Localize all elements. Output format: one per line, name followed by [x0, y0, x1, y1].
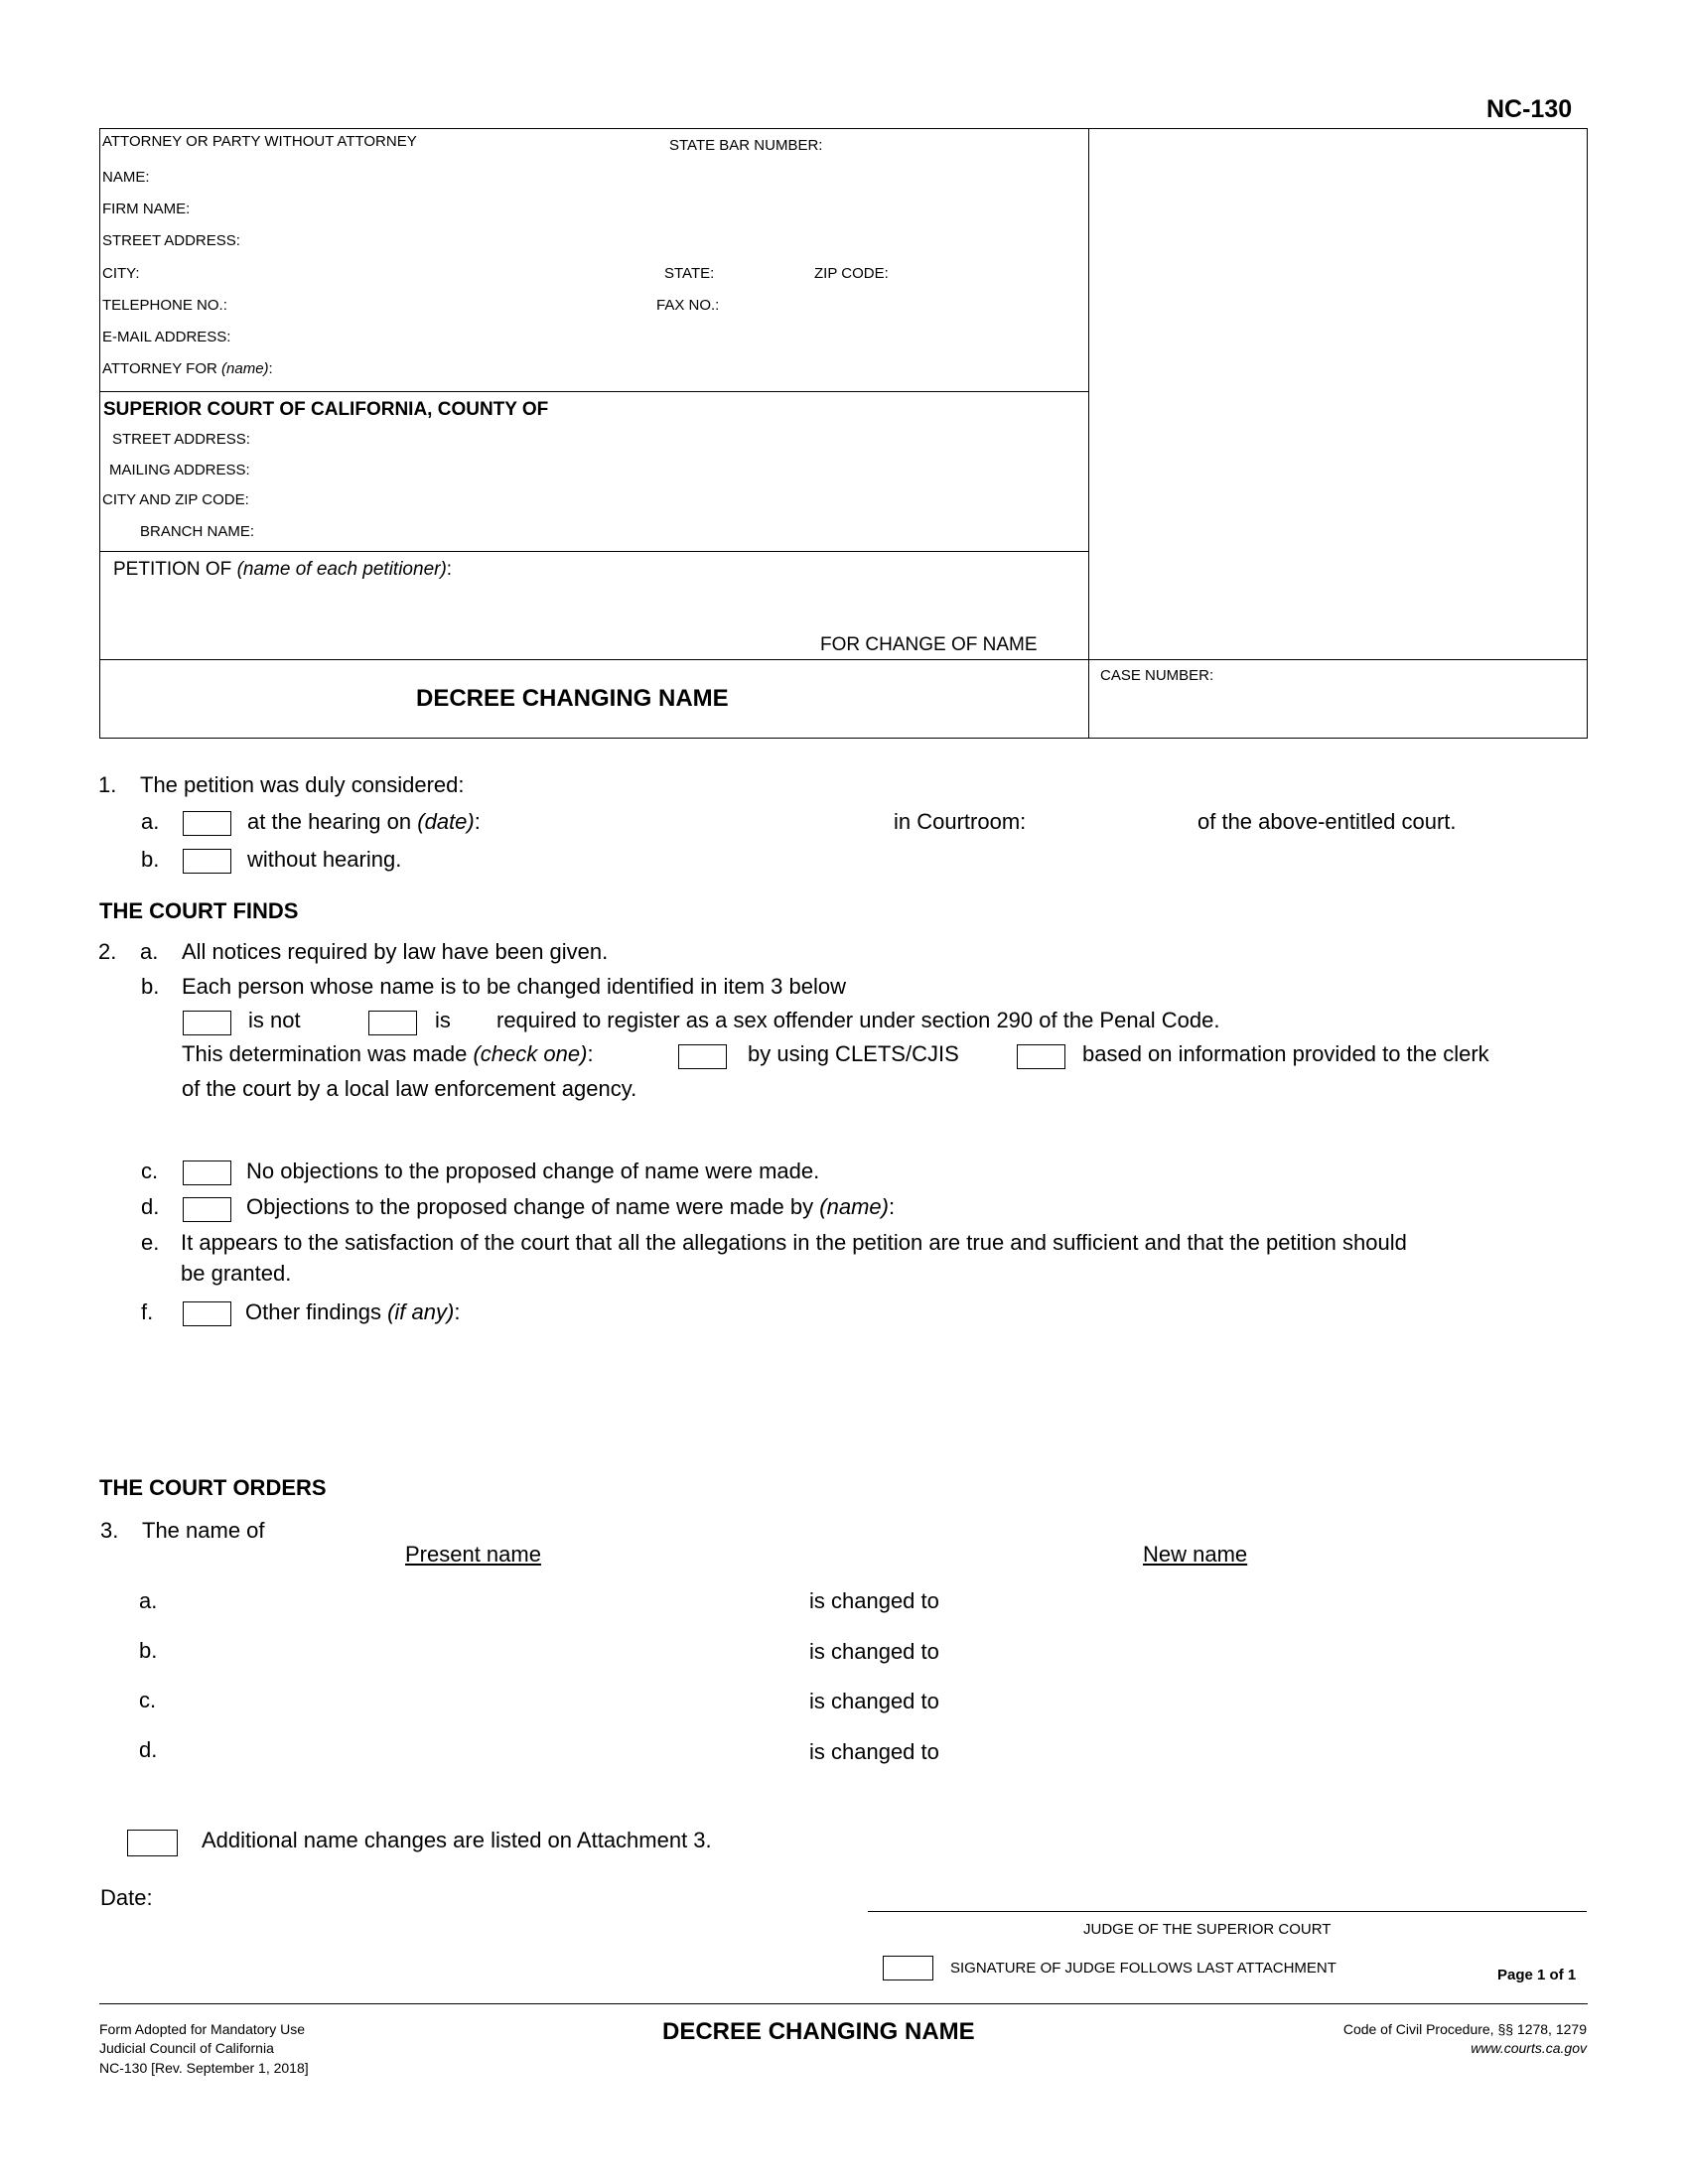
- footer-adopted: Form Adopted for Mandatory Use: [99, 2021, 305, 2037]
- state-bar-label: STATE BAR NUMBER:: [669, 137, 823, 154]
- local-agency-text: of the court by a local law enforcement agency.: [182, 1076, 637, 1101]
- item-2e-letter: e.: [141, 1230, 160, 1255]
- item-2e-text: It appears to the satisfaction of the court that all the allegations in the petition are true and sufficient and that the petition should: [181, 1230, 1407, 1255]
- name-label: NAME:: [102, 169, 150, 186]
- item-1b-text: without hearing.: [247, 847, 402, 872]
- is-not-checkbox[interactable]: [183, 1011, 231, 1035]
- email-label: E-MAIL ADDRESS:: [102, 329, 231, 345]
- caption-right-border: [1587, 128, 1588, 738]
- state-label: STATE:: [664, 265, 715, 282]
- clets-label: by using CLETS/CJIS: [748, 1041, 959, 1066]
- without-hearing-checkbox[interactable]: [183, 849, 231, 874]
- page-number: Page 1 of 1: [1497, 1967, 1577, 1983]
- above-entitled-court-text: of the above-entitled court.: [1197, 809, 1457, 834]
- footer-title: DECREE CHANGING NAME: [662, 2018, 975, 2045]
- court-city-zip-label: CITY AND ZIP CODE:: [102, 491, 249, 508]
- item-2f-letter: f.: [141, 1299, 154, 1324]
- caption-top-border: [99, 128, 1588, 129]
- footer-revision: NC-130 [Rev. September 1, 2018]: [99, 2060, 309, 2076]
- caption-middle-border: [1088, 128, 1089, 738]
- item-1-text: The petition was duly considered:: [140, 772, 465, 797]
- fax-label: FAX NO.:: [656, 297, 720, 314]
- item-2d-text: Objections to the proposed change of name were made by (name):: [246, 1194, 896, 1219]
- signature-follows-label: SIGNATURE OF JUDGE FOLLOWS LAST ATTACHMENT: [950, 1960, 1336, 1977]
- item-3-text: The name of: [142, 1518, 265, 1543]
- date-label: Date:: [100, 1885, 153, 1910]
- name-row-a-changed: is changed to: [809, 1588, 939, 1613]
- item-2a-letter: a.: [140, 939, 159, 964]
- caption-bottom-border: [99, 738, 1588, 739]
- item-2-number: 2.: [98, 939, 117, 964]
- other-findings-checkbox[interactable]: [183, 1301, 231, 1326]
- item-2f-text: Other findings (if any):: [245, 1299, 461, 1324]
- name-row-a-letter: a.: [139, 1588, 158, 1613]
- street-address-label: STREET ADDRESS:: [102, 232, 240, 249]
- form-number: NC-130: [1486, 95, 1573, 123]
- item-2a-text: All notices required by law have been given.: [182, 939, 609, 964]
- court-orders-heading: THE COURT ORDERS: [99, 1475, 327, 1500]
- court-petition-divider: [99, 551, 1089, 552]
- additional-names-text: Additional name changes are listed on Attachment 3.: [202, 1828, 712, 1852]
- footer-council: Judicial Council of California: [99, 2040, 274, 2056]
- signature-follows-checkbox[interactable]: [883, 1956, 933, 1980]
- is-checkbox[interactable]: [368, 1011, 417, 1035]
- clets-checkbox[interactable]: [678, 1044, 727, 1069]
- firm-name-label: FIRM NAME:: [102, 201, 191, 217]
- no-objections-checkbox[interactable]: [183, 1160, 231, 1185]
- judge-signature-line: [868, 1911, 1587, 1912]
- determination-text: This determination was made (check one):: [182, 1041, 594, 1066]
- for-change-of-name: FOR CHANGE OF NAME: [820, 634, 1038, 655]
- item-1a-letter: a.: [141, 809, 160, 834]
- title-row-top-border: [99, 659, 1588, 660]
- item-1a-text: at the hearing on (date):: [247, 809, 481, 834]
- item-2e-text-continued: be granted.: [181, 1261, 292, 1286]
- footer-code: Code of Civil Procedure, §§ 1278, 1279: [1342, 2021, 1587, 2037]
- attorney-for-label: ATTORNEY FOR (name):: [102, 360, 273, 377]
- present-name-header: Present name: [405, 1542, 541, 1567]
- telephone-label: TELEPHONE NO.:: [102, 297, 227, 314]
- court-branch-label: BRANCH NAME:: [140, 523, 255, 540]
- item-2b-letter: b.: [141, 974, 160, 999]
- item-2b-text: Each person whose name is to be changed identified in item 3 below: [182, 974, 846, 999]
- courtroom-label: in Courtroom:: [894, 809, 1027, 834]
- attorney-court-divider: [99, 391, 1089, 392]
- item-1b-letter: b.: [141, 847, 160, 872]
- case-number-label: CASE NUMBER:: [1100, 667, 1214, 684]
- document-title: DECREE CHANGING NAME: [416, 685, 729, 712]
- law-enforcement-checkbox[interactable]: [1017, 1044, 1065, 1069]
- name-row-b-letter: b.: [139, 1638, 158, 1663]
- court-title: SUPERIOR COURT OF CALIFORNIA, COUNTY OF: [103, 399, 549, 420]
- sex-offender-text: required to register as a sex offender under section 290 of the Penal Code.: [496, 1008, 1220, 1032]
- name-row-d-letter: d.: [139, 1737, 158, 1762]
- based-on-label: based on information provided to the clerk: [1082, 1041, 1489, 1066]
- item-2d-letter: d.: [141, 1194, 160, 1219]
- court-mailing-label: MAILING ADDRESS:: [109, 462, 250, 478]
- objections-checkbox[interactable]: [183, 1197, 231, 1222]
- court-street-label: STREET ADDRESS:: [112, 431, 250, 448]
- name-row-c-changed: is changed to: [809, 1689, 939, 1713]
- footer-rule: [99, 2003, 1588, 2004]
- name-row-c-letter: c.: [139, 1688, 157, 1712]
- item-1-number: 1.: [98, 772, 117, 797]
- additional-names-checkbox[interactable]: [127, 1830, 178, 1856]
- is-not-label: is not: [248, 1008, 301, 1032]
- judge-label: JUDGE OF THE SUPERIOR COURT: [1083, 1921, 1332, 1938]
- item-3-number: 3.: [100, 1518, 119, 1543]
- attorney-header: ATTORNEY OR PARTY WITHOUT ATTORNEY: [102, 133, 417, 150]
- name-row-d-changed: is changed to: [809, 1739, 939, 1764]
- zip-code-label: ZIP CODE:: [814, 265, 889, 282]
- name-row-b-changed: is changed to: [809, 1639, 939, 1664]
- new-name-header: New name: [1143, 1542, 1248, 1567]
- city-label: CITY:: [102, 265, 140, 282]
- caption-left-border: [99, 128, 100, 738]
- hearing-checkbox[interactable]: [183, 811, 231, 836]
- footer-website[interactable]: www.courts.ca.gov: [1471, 2040, 1587, 2056]
- is-label: is: [435, 1008, 451, 1032]
- item-2c-text: No objections to the proposed change of name were made.: [246, 1159, 820, 1183]
- petition-of-label: PETITION OF (name of each petitioner):: [113, 559, 453, 580]
- item-2c-letter: c.: [141, 1159, 159, 1183]
- court-finds-heading: THE COURT FINDS: [99, 898, 299, 923]
